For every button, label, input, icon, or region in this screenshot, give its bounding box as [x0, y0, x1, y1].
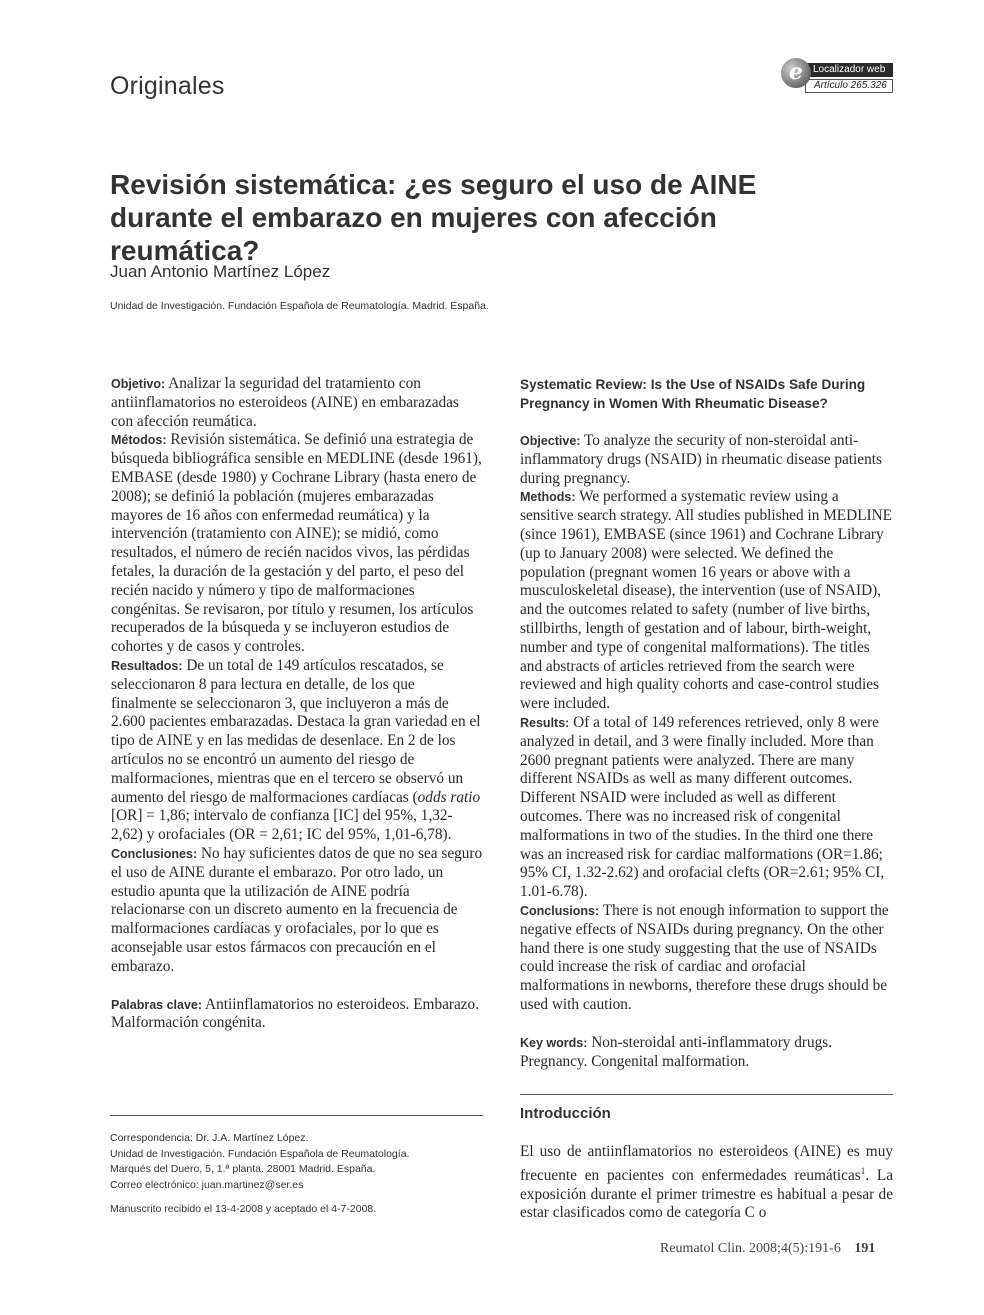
objective-text: To analyze the security of non-steroidal anti-inflammatory drugs (NSAID) in rheumatic disease patients during pregnancy.	[520, 432, 882, 487]
conclusiones-text: No hay suficientes datos de que no sea seguro el uso de AINE durante el embarazo. Por otro lado, un estudio apunta que la utilización de AINE podría relacionarse con un discreto aumento en la frecuencia de malformaciones cardíacas y orofaciales, por lo que es aconsejable usar estos fármacos con precaución en el embarazo.	[111, 844, 483, 975]
methods-label: Methods:	[520, 490, 576, 505]
metodos-label: Métodos:	[111, 433, 167, 448]
introduction-heading: Introducción	[520, 1105, 611, 1122]
correspondence-line: Marqués del Duero, 5, 1.ª planta. 28001 Madrid. España.	[110, 1163, 376, 1175]
abstract-objective	[520, 432, 894, 488]
correspondence-line: Unidad de Investigación. Fundación Española de Reumatología.	[110, 1147, 410, 1160]
abstract-spanish	[111, 375, 483, 1033]
key-words-text: Non-steroidal anti-inflammatory drugs. Pregnancy. Congenital malformation.	[520, 1033, 833, 1070]
resultados-label: Resultados:	[111, 658, 183, 673]
introduction-divider	[520, 1094, 893, 1095]
resultados-text-2: [OR] = 1,86; intervalo de confianza [IC] del 95%, 1,32-2,62) y orofaciales (OR = 2,61; IC del 95%, 1,01-6,78).	[111, 807, 453, 844]
page-footer	[660, 1241, 875, 1257]
abstract-methods	[520, 488, 894, 714]
introduction-text-a: El uso de antiinflamatorios no esteroideos (AINE) es muy frecuente en pacientes con enfermedades reumáticas	[520, 1143, 893, 1184]
correspondence	[110, 1131, 483, 1193]
author: Juan Antonio Martínez López	[110, 262, 331, 281]
resultados-italic: odds ratio	[417, 788, 481, 806]
objetivo-label: Objetivo:	[111, 377, 166, 391]
results-label: Results:	[520, 715, 570, 730]
resultados-text: De un total de 149 artículos rescatados, se seleccionaron 8 para lectura en detalle, de los que finalmente se seleccionaron 3, que incluyeron a más de 2.600 pacientes embarazadas. Destaca la gran variedad en el tipo de AINE y en las medidas de desenlace. En 2 de los artículos no se encontró un aumento del riesgo de malformaciones, mientras que en el tercero se observó un aumento del riesgo de malformaciones cardíacas (	[111, 656, 481, 806]
correspondence-divider	[110, 1115, 483, 1116]
reference-link[interactable]: 1	[860, 1165, 866, 1176]
abstract-conclusions	[520, 902, 894, 1015]
results-text: Of a total of 149 references retrieved, only 8 were analyzed in detail, and 3 were finally included. More than 2600 pregnant patients were analyzed. There are many different NSAIDs as well as many different outcomes. Different NSAID were included as well as different outcomes. There was no increased risk of congenital malformations in two of the studies. In the third one there was an increased risk for cardiac malformations (OR=1.86; 95% CI, 1.32-2.62) and orofacial clefts (OR=2.61; 95% CI, 1.01-6.78).	[520, 713, 885, 901]
correspondence-email[interactable]: Correo electrónico: juan.martinez@ser.es	[110, 1178, 304, 1191]
affiliation: Unidad de Investigación. Fundación Española de Reumatología. Madrid. España.	[110, 300, 489, 312]
manuscript-dates: Manuscrito recibido el 13-4-2008 y aceptado el 4-7-2008.	[110, 1203, 377, 1215]
section-label: Originales	[110, 72, 225, 100]
web-locator-badge[interactable]	[781, 58, 894, 96]
abstract-results	[520, 714, 894, 902]
palabras-clave-text: Antiinflamatorios no esteroideos. Embarazo. Malformación congénita.	[111, 995, 480, 1032]
abstract-metodos	[111, 431, 483, 657]
methods-text: We performed a systematic review using a sensitive search strategy. All studies published in MEDLINE (since 1961), EMBASE (since 1961) and Cochrane Library (up to January 2008) were selected. We defined the population (pregnant women 16 years or above with a musculoskeletal disease), the intervention (use of NSAID), and the outcomes related to safety (number of live births, stillbirths, length of gestation and of labour, birth-weight, number and type of congenital malformations). The titles and abstracts of articles retrieved from the search were reviewed and high quality cohorts and case-control studies were included.	[520, 488, 893, 713]
article-title: Revisión sistemática: ¿es seguro el uso de AINE durante el embarazo en mujeres con afección reumática?	[110, 169, 757, 266]
abstract-english	[520, 375, 894, 1071]
palabras-clave-label: Palabras clave:	[111, 997, 203, 1012]
objetivo-text: Analizar la seguridad del tratamiento con antiinflamatorios no esteroideos (AINE) en embarazadas con afección reumática.	[111, 375, 459, 430]
page-number: 191	[854, 1241, 876, 1256]
conclusions-text: There is not enough information to support the negative effects of NSAIDs during pregnancy. On the other hand there is one study suggesting that the use of NSAIDs could increase the risk of cardiac and orofacial malformations in newborns, therefore these drugs should be used with caution.	[520, 901, 889, 1013]
e-logo-icon: e	[781, 58, 811, 88]
abstract-conclusiones	[111, 845, 483, 977]
locator-label: Localizador web	[805, 63, 893, 77]
introduction-text-b: . La exposición durante el primer trimestre es habitual a pesar de estar clasificados como de categoría C o	[520, 1166, 893, 1222]
introduction-text	[520, 1143, 893, 1223]
correspondence-line: Correspondencia: Dr. J.A. Martínez López.	[110, 1132, 309, 1144]
abstract-objetivo	[111, 375, 483, 431]
conclusiones-label: Conclusiones:	[111, 846, 198, 861]
abstract-resultados	[111, 657, 483, 845]
journal-citation: Reumatol Clin. 2008;4(5):191-6	[660, 1241, 841, 1256]
key-words-label: Key words:	[520, 1035, 588, 1050]
metodos-text: Revisión sistemática. Se definió una estrategia de búsqueda bibliográfica sensible en MEDLINE (desde 1961), EMBASE (desde 1980) y Cochrane Library (hasta enero de 2008); se definió la población (mujeres embarazadas mayores de 16 años con enfermedad reumática) y la intervención (tratamiento con AINE); se midió, como resultados, el número de recién nacidos vivos, las pérdidas fetales, la duración de la gestación y del parto, el peso del recién nacido y número y tipo de malformaciones congénitas. Se revisaron, por título y resumen, los artículos recuperados de la búsqueda y se incluyeron estudios de cohortes y de casos y controles.	[111, 431, 482, 656]
objective-label: Objective:	[520, 434, 581, 448]
key-words	[520, 1034, 894, 1072]
conclusions-label: Conclusions:	[520, 903, 600, 918]
article-number: Artículo 265.326	[805, 79, 893, 93]
palabras-clave	[111, 996, 483, 1034]
english-title: Systematic Review: Is the Use of NSAIDs Safe During Pregnancy in Women With Rheumatic Disease?	[520, 377, 866, 411]
